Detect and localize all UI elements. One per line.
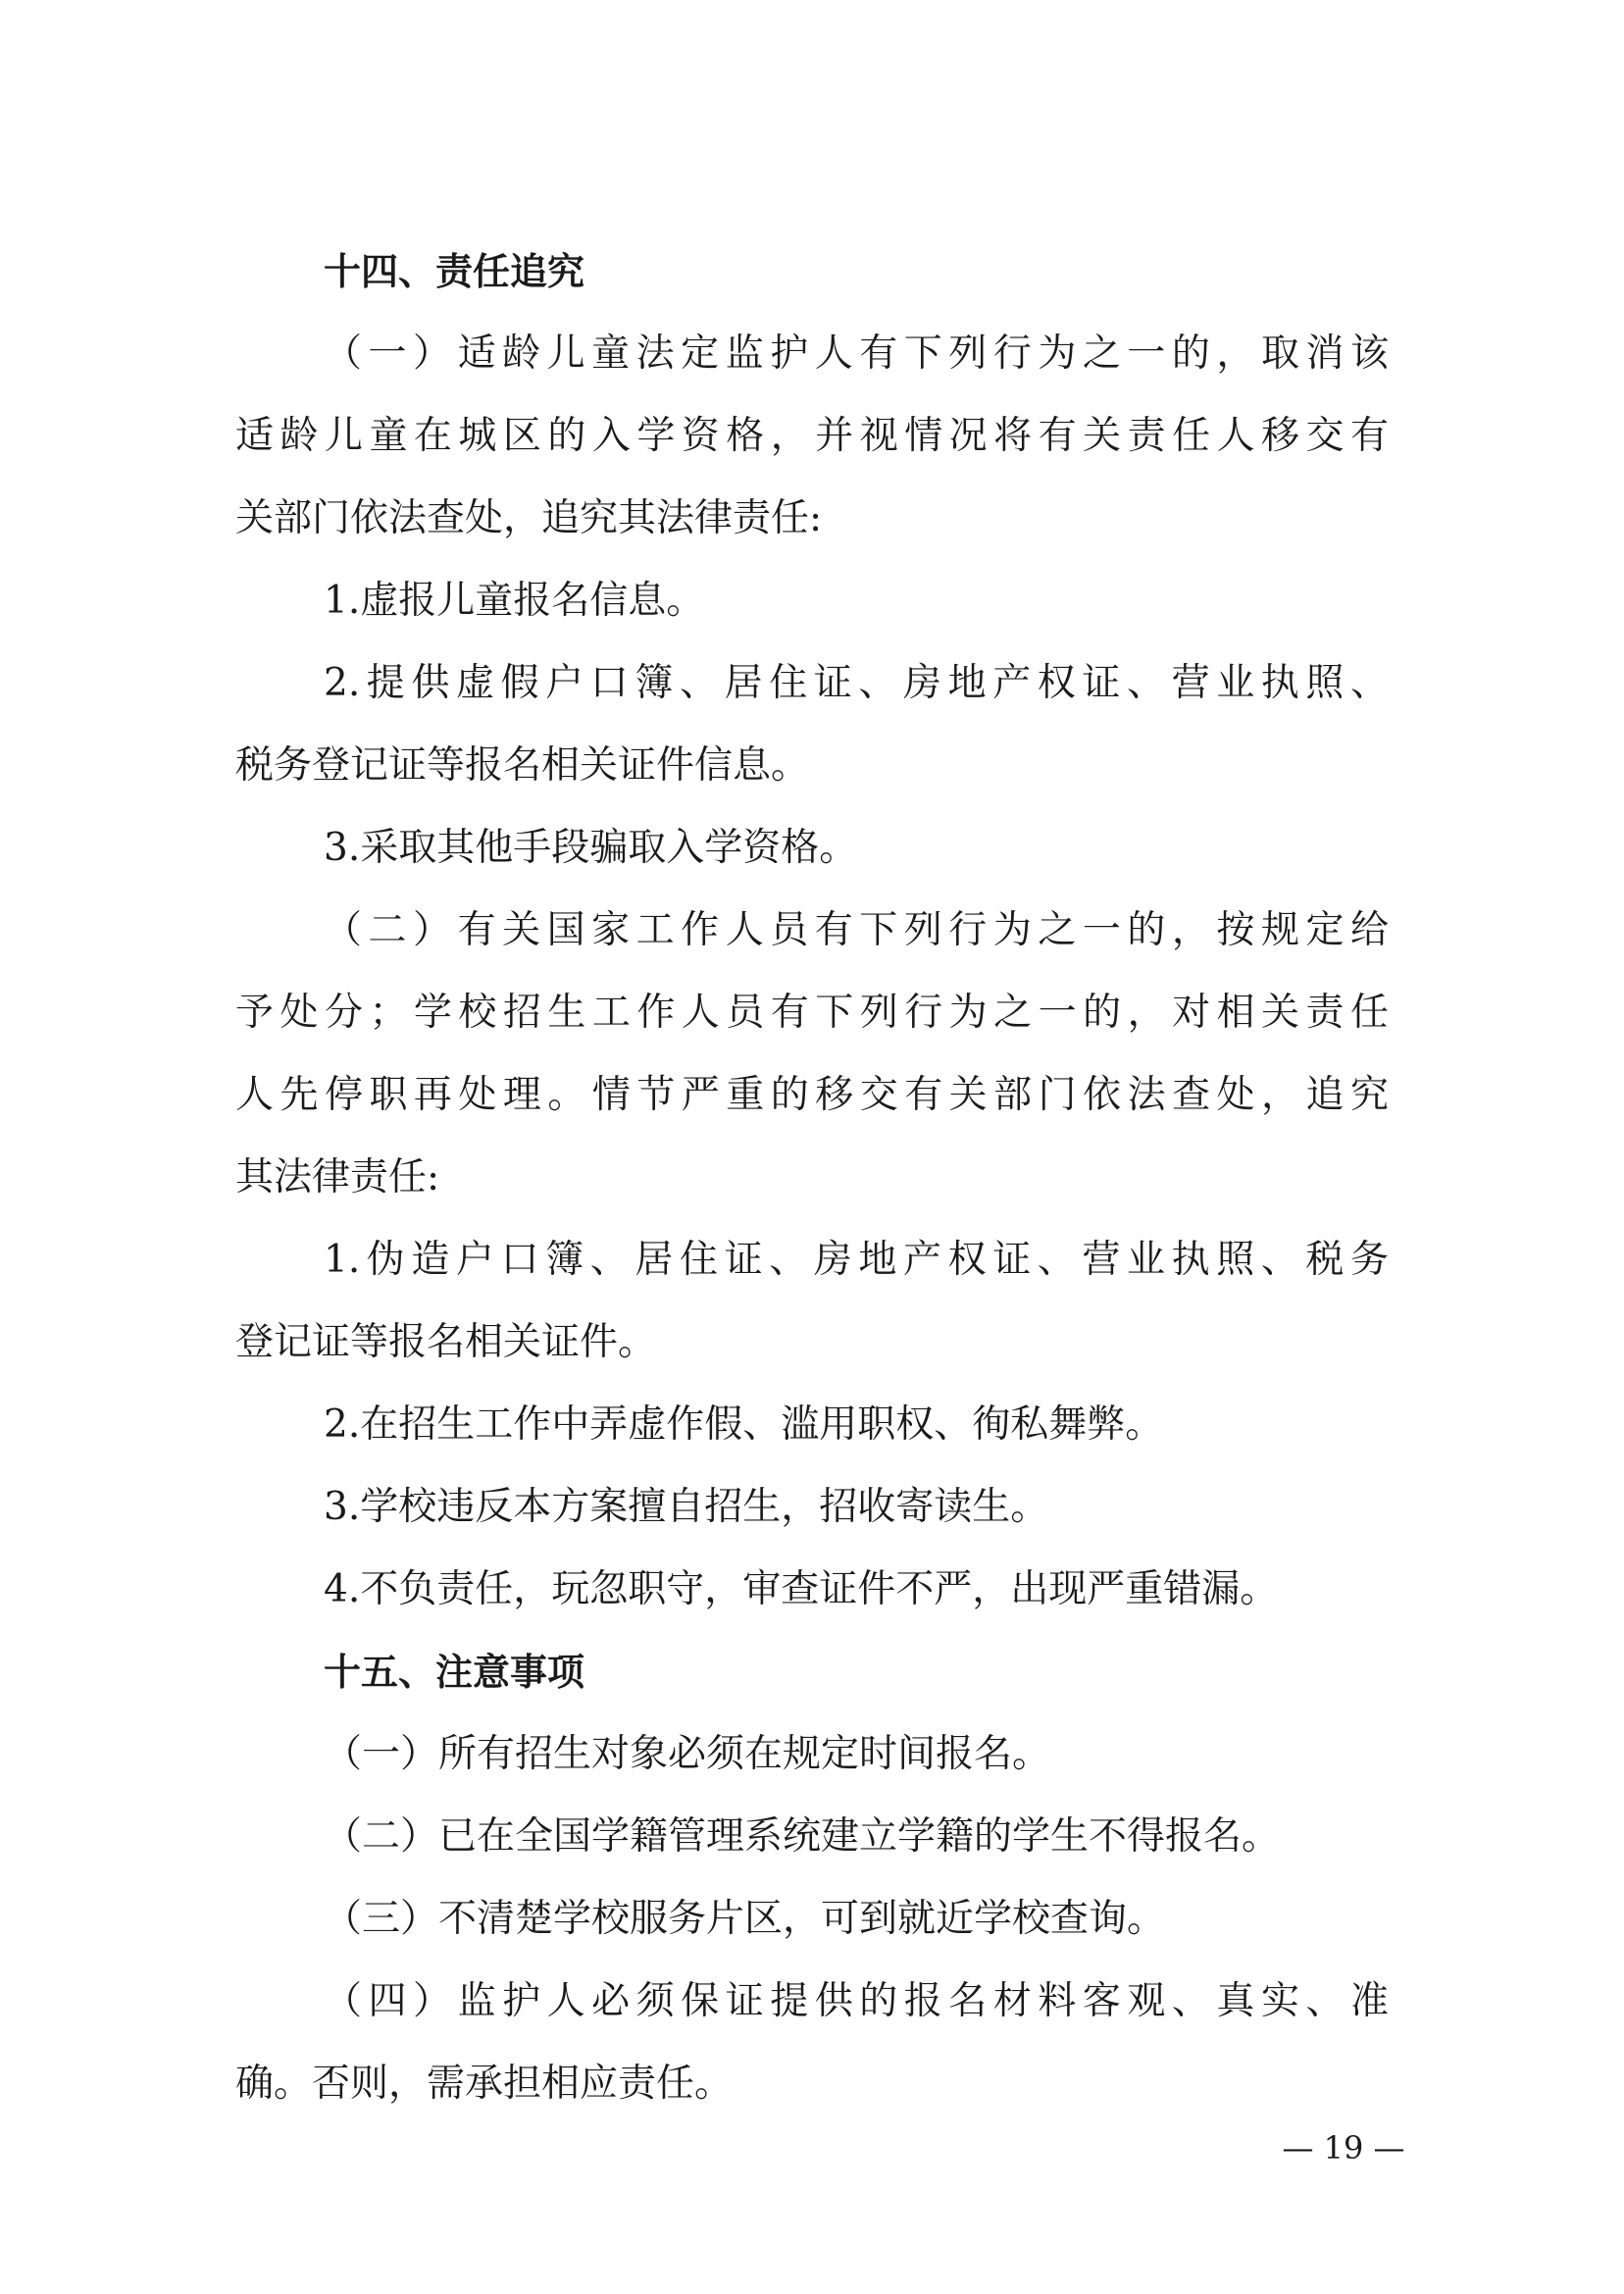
body-text-line: 2.提供虚假户口簿、居住证、房地产权证、营业执照、 — [324, 661, 1389, 705]
body-text-line: 确。否则，需承担相应责任。 — [235, 2062, 734, 2106]
body-text-line: （二）已在全国学籍管理系统建立学籍的学生不得报名。 — [324, 1814, 1281, 1859]
section-heading: 十四、责任追究 — [324, 250, 585, 293]
body-text-line: 适龄儿童在城区的入学资格，并视情况将有关责任人移交有 — [235, 414, 1389, 458]
section-heading: 十五、注意事项 — [324, 1651, 585, 1694]
body-text-line: （一）所有招生对象必须在规定时间报名。 — [324, 1732, 1051, 1776]
body-text-line: （二）有关国家工作人员有下列行为之一的，按规定给 — [324, 908, 1389, 952]
body-text-line: （四）监护人必须保证提供的报名材料客观、真实、准 — [324, 1979, 1389, 2023]
body-text-line: 其法律责任: — [235, 1155, 440, 1199]
body-text-line: 3.学校违反本方案擅自招生，招收寄读生。 — [324, 1485, 1049, 1529]
document-body — [235, 230, 1389, 2125]
body-text-line: 税务登记证等报名相关证件信息。 — [235, 743, 810, 788]
body-text-line: 4.不负责任，玩忽职守，审查证件不严，出现严重错漏。 — [324, 1567, 1279, 1611]
page-number: — 19 — — [1282, 2129, 1405, 2167]
body-text-line: 3.采取其他手段骗取入学资格。 — [324, 826, 858, 870]
body-text-line: 1.伪造户口簿、居住证、房地产权证、营业执照、税务 — [324, 1238, 1389, 1282]
body-text-line: 关部门依法查处，追究其法律责任: — [235, 496, 823, 540]
body-text-line: 登记证等报名相关证件。 — [235, 1320, 657, 1364]
body-text-line: （一）适龄儿童法定监护人有下列行为之一的，取消该 — [324, 331, 1389, 376]
body-text-line: 1.虚报儿童报名信息。 — [324, 579, 705, 623]
body-text-line: 人先停职再处理。情节严重的移交有关部门依法查处，追究 — [235, 1073, 1389, 1117]
body-text-line: 予处分；学校招生工作人员有下列行为之一的，对相关责任 — [235, 991, 1389, 1035]
body-text-line: （三）不清楚学校服务片区，可到就近学校查询。 — [324, 1897, 1166, 1941]
body-text-line: 2.在招生工作中弄虚作假、滥用职权、徇私舞弊。 — [324, 1402, 1164, 1447]
